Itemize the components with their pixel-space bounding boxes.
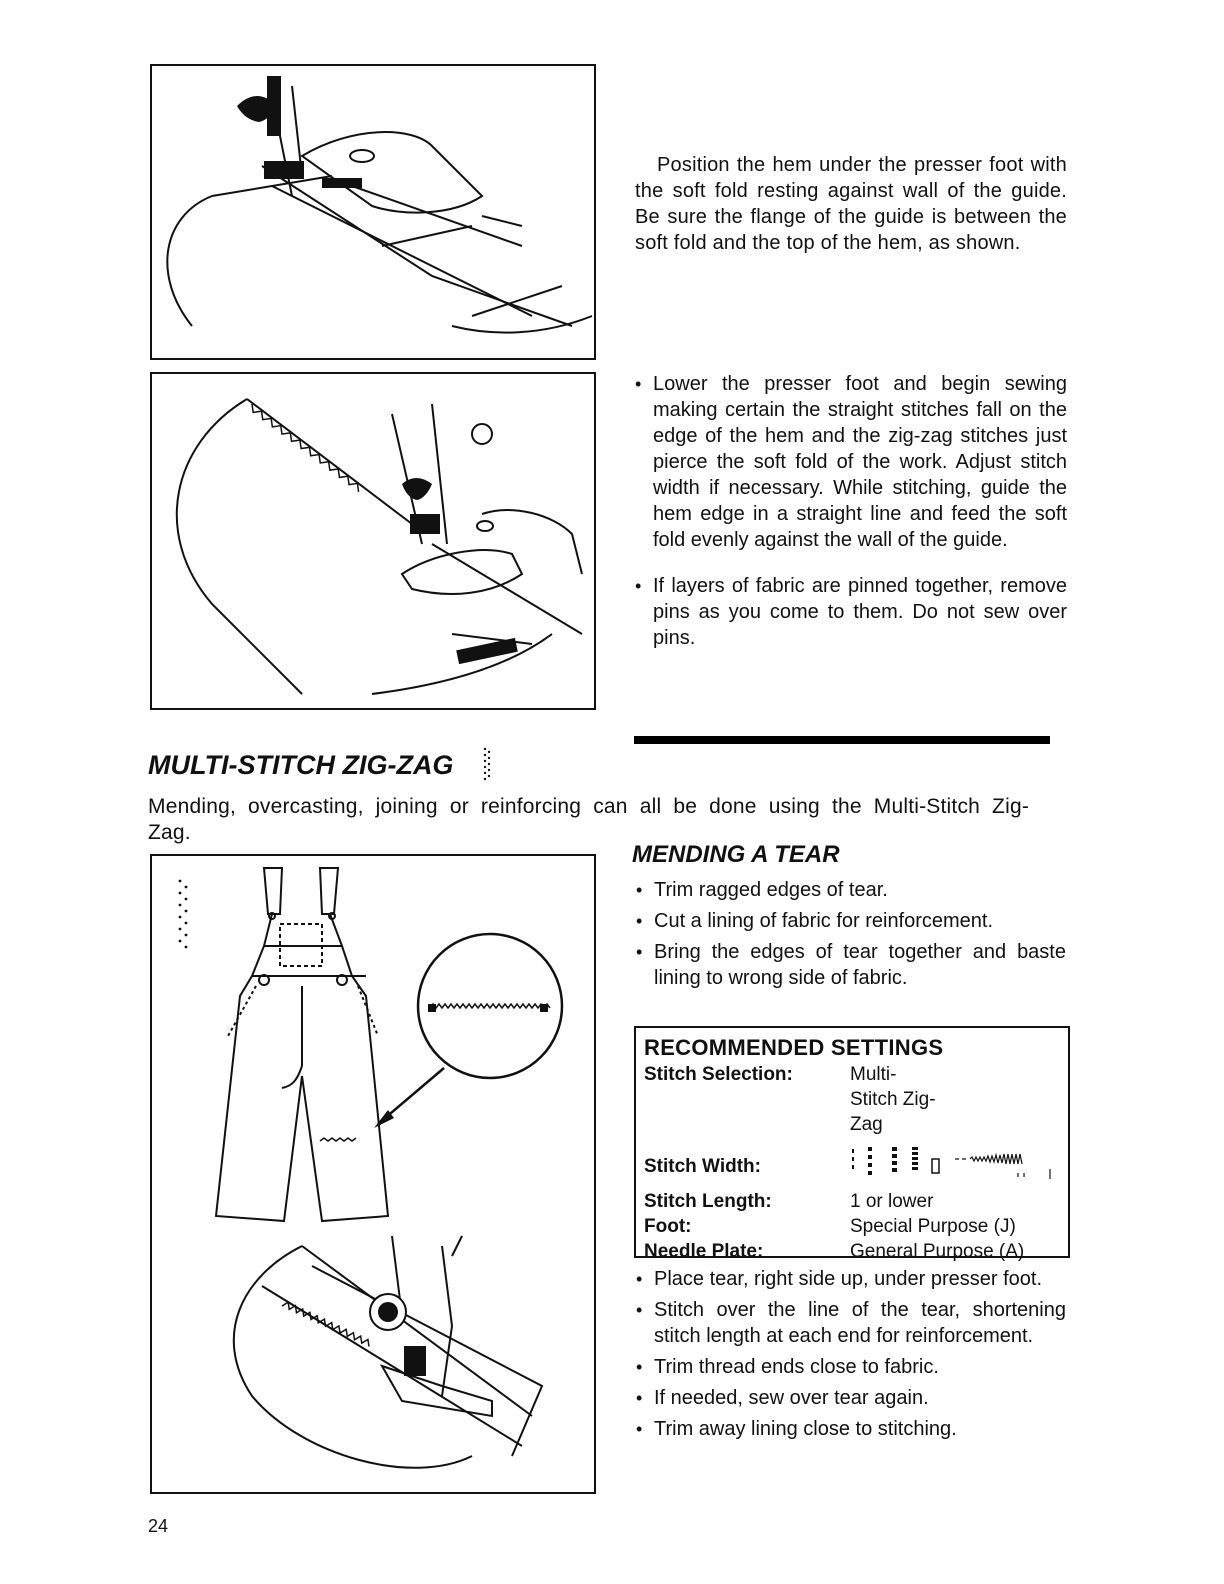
stitch-selection-label: Stitch Selection: [644, 1064, 793, 1085]
list-item: • Trim away lining close to stitching. [636, 1416, 1066, 1442]
list-item: • Cut a lining of fabric for reinforcement. [636, 908, 1066, 934]
setting-needle-plate [644, 1239, 1060, 1264]
list-item: • Lower the presser foot and begin sewing making certain the straight stitches fall on the edge of the hem and the zig-zag stitches just pierce the soft fold of the work. Adjust stitch width if necessary. While stitching, guide the hem edge in a straight line and feed the soft fold evenly against the wall of the guide. [635, 371, 1067, 553]
setting-foot [644, 1214, 1060, 1239]
needle-plate-label: Needle Plate: [644, 1241, 764, 1262]
hem-sewing-drawing [152, 374, 594, 708]
list-item: • Trim thread ends close to fabric. [636, 1354, 1066, 1380]
section-divider [634, 736, 1050, 744]
list-item: • Bring the edges of tear together and baste lining to wrong side of fabric. [636, 939, 1066, 991]
setting-stitch-selection [644, 1062, 1060, 1137]
stitch-width-icon [850, 1145, 1060, 1188]
settings-title: RECOMMENDED SETTINGS [644, 1035, 944, 1060]
list-item: • Place tear, right side up, under presser foot. [636, 1266, 1066, 1292]
stitch-width-label: Stitch Width: [644, 1155, 761, 1177]
foot-value: Special Purpose (J) [850, 1216, 1016, 1237]
stitch-length-label: Stitch Length: [644, 1191, 772, 1212]
hem-guide-drawing [152, 66, 594, 358]
multi-stitch-icon [482, 746, 492, 782]
hem-position-paragraph: Position the hem under the presser foot with the soft fold resting against wall of the guide. Be sure the flange of the guide is between the soft fold and the top of the hem, as shown. [635, 154, 1067, 254]
setting-stitch-length [644, 1189, 1060, 1214]
mending-heading: MENDING A TEAR [632, 841, 840, 868]
stitch-selection-value: Multi-Stitch Zig-Zag [850, 1064, 936, 1135]
hem-sewing-bullets [635, 371, 1067, 651]
list-item: • Stitch over the line of the tear, shortening stitch length at each end for reinforcement. [636, 1297, 1066, 1349]
list-item: • If needed, sew over tear again. [636, 1385, 1066, 1411]
setting-stitch-width [644, 1145, 1060, 1187]
mending-prep-bullets [636, 877, 1066, 991]
list-item: • Trim ragged edges of tear. [636, 877, 1066, 903]
page-number: 24 [148, 1516, 169, 1536]
mending-drawing [152, 856, 594, 1492]
mending-sewing-bullets [636, 1266, 1066, 1442]
stitch-length-value: 1 or lower [850, 1191, 934, 1212]
multi-stitch-intro: Mending, overcasting, joining or reinforcing can all be done using the Multi-Stitch Zig-Zag. [148, 795, 1030, 844]
illustration-hem-guide [150, 64, 596, 360]
multi-stitch-heading [148, 746, 453, 784]
needle-plate-value: General Purpose (A) [850, 1241, 1025, 1262]
recommended-settings-box [634, 1026, 1070, 1262]
illustration-hem-sewing [150, 372, 596, 710]
illustration-mending [150, 854, 596, 1494]
multi-stitch-heading-text: MULTI-STITCH ZIG-ZAG [148, 750, 454, 780]
list-item: • If layers of fabric are pinned together, remove pins as you come to them. Do not sew over pins. [635, 573, 1067, 651]
foot-label: Foot: [644, 1216, 692, 1237]
